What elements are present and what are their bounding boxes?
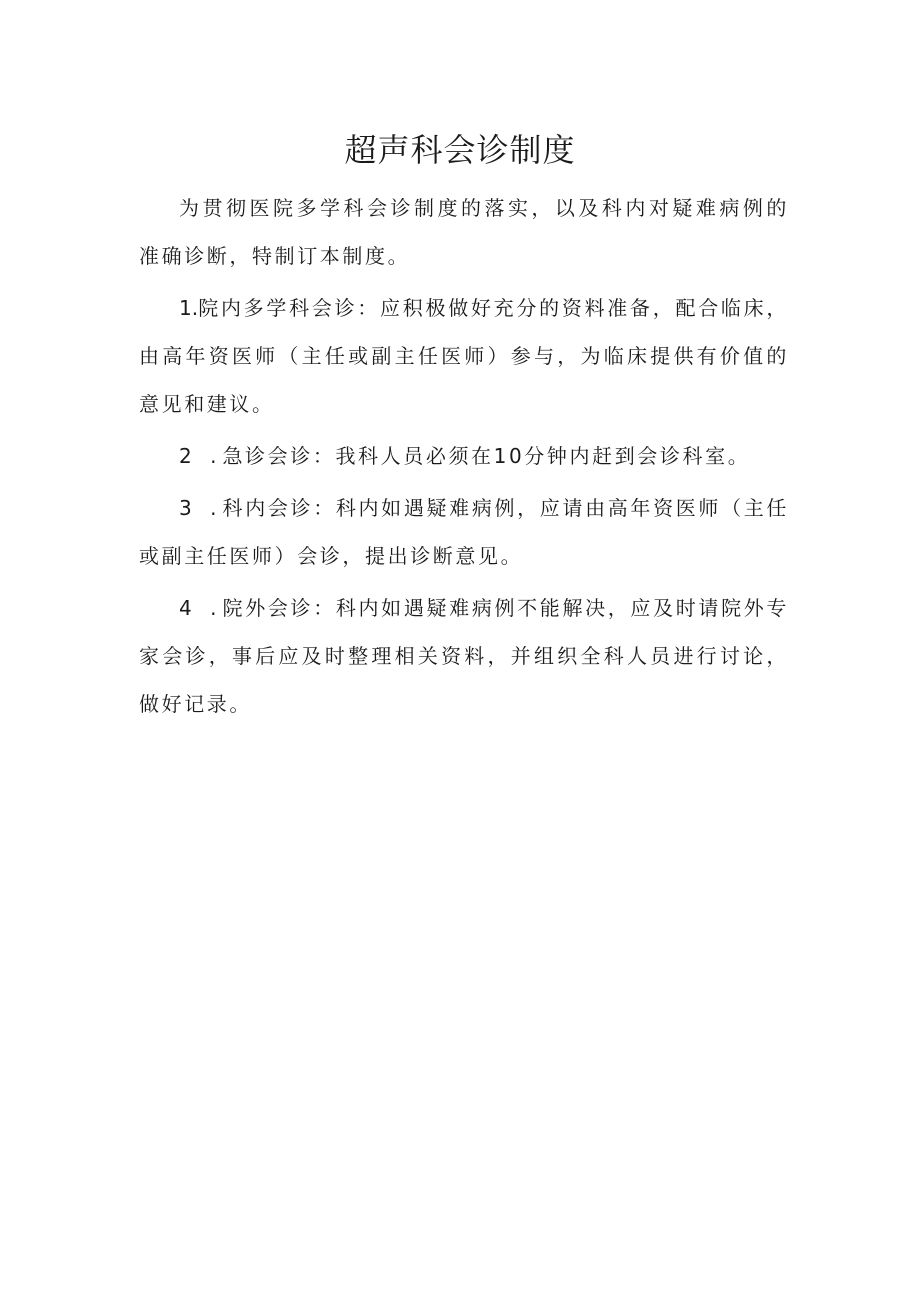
rule-number: 4 . <box>179 596 223 620</box>
rule-text: 院内多学科会诊：应积极做好充分的资料准备，配合临床，由高年资医师（主任或副主任医师）参与，为临床提供有价值的意见和建议。 <box>139 296 789 416</box>
rule-text: 院外会诊：科内如遇疑难病例不能解决，应及时请院外专家会诊，事后应及时整理相关资料，并组织全科人员进行讨论，做好记录。 <box>139 596 789 716</box>
rule-number: 3 . <box>179 496 223 520</box>
intro-paragraph: 为贯彻医院多学科会诊制度的落实，以及科内对疑难病例的准确诊断，特制订本制度。 <box>139 196 789 268</box>
rule-text: 急诊会诊：我科人员必须在10分钟内赶到会诊科室。 <box>222 444 751 468</box>
rule-text: 科内会诊：科内如遇疑难病例，应请由高年资医师（主任或副主任医师）会诊，提出诊断意见。 <box>139 496 789 568</box>
document-body <box>139 184 789 732</box>
rule-item-4 <box>139 584 789 728</box>
rule-number: 2 . <box>179 444 223 468</box>
rule-item-3 <box>139 484 789 580</box>
rule-item-1 <box>139 284 789 428</box>
rule-item-2 <box>139 432 789 480</box>
rule-number: 1. <box>179 296 199 320</box>
document-title: 超声科会诊制度 <box>344 131 576 169</box>
